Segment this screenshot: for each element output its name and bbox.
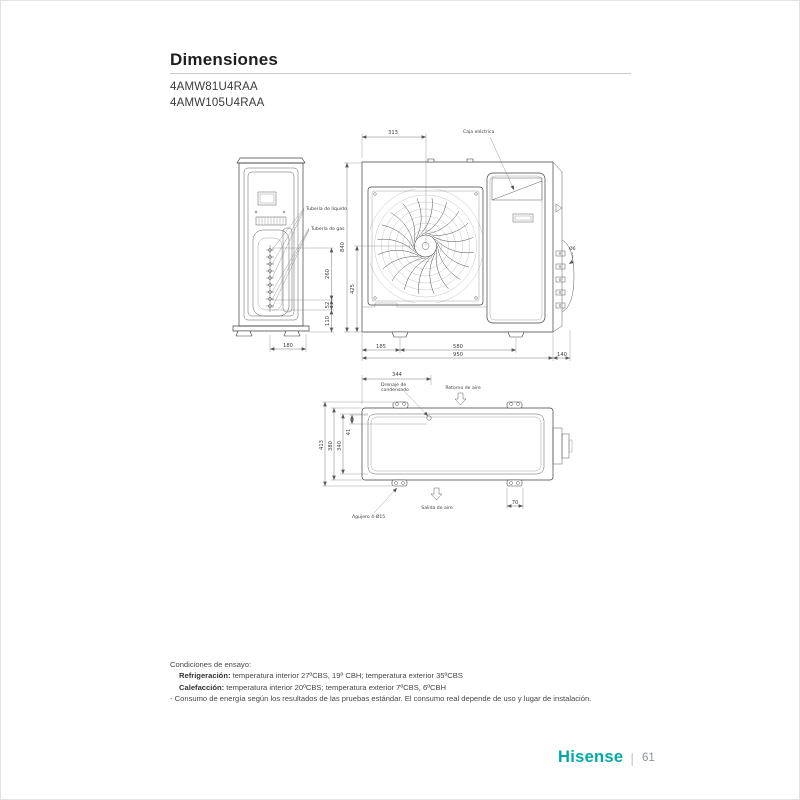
side-view: [233, 158, 347, 352]
side-dimensions: [270, 248, 334, 352]
label-liquid-pipe: Tubería de líquido: [306, 207, 347, 212]
dim-185: 185: [376, 344, 386, 350]
label-drain-line1: Drenaje de: [381, 383, 407, 388]
dim-260: 260: [325, 269, 331, 279]
heating-label: Calefacción:: [179, 682, 225, 692]
air-outlet-arrow-icon: [431, 488, 442, 500]
dim-52: 52: [325, 301, 331, 309]
top-view-feet: [392, 402, 522, 486]
dim-425: 425: [350, 284, 356, 294]
model-number-2: 4AMW105U4RAA: [170, 97, 265, 109]
model-number-1: 4AMW81U4RAA: [170, 81, 258, 93]
top-view-left-dimensions: [319, 402, 427, 486]
dim-840: 840: [340, 242, 346, 252]
top-view: [319, 372, 572, 520]
dim-340: 340: [337, 441, 343, 451]
page-title: Dimensiones: [170, 50, 279, 69]
refrigeration-line: [170, 670, 591, 681]
top-view-bracket: [553, 428, 572, 464]
dim-41: 41: [346, 428, 352, 436]
right-side-bracket: [553, 162, 576, 332]
label-drain-line2: condensado: [381, 388, 409, 393]
dim-180: 180: [283, 343, 293, 349]
heating-line: [170, 682, 591, 693]
label-air-return: Retorno de aire: [445, 386, 481, 391]
front-view: [340, 128, 576, 361]
front-left-dimensions: [340, 163, 417, 332]
dim-313: 313: [388, 130, 398, 136]
dim-413: 413: [319, 440, 325, 450]
dim-580: 580: [453, 344, 463, 350]
footer-brand: [558, 748, 655, 767]
dim-140: 140: [557, 352, 567, 358]
label-air-outlet: Salida de aire: [421, 506, 453, 511]
electrical-panel: [487, 173, 545, 323]
conditions-title: Condiciones de ensayo:: [170, 660, 252, 669]
label-gas-pipe: Tubería de gas: [311, 227, 345, 232]
top-view-bottom-labels: [352, 488, 523, 520]
dim-950: 950: [453, 352, 463, 358]
dim-110: 110: [325, 316, 331, 326]
refrigeration-label: Refrigeración:: [179, 671, 231, 681]
dim-380: 380: [328, 441, 334, 451]
refrigeration-text: temperatura interior 27ºCBS, 19º CBH; temperatura exterior 35ºCBS: [230, 671, 463, 681]
dim-70: 70: [511, 500, 519, 506]
footer-separator: |: [630, 749, 635, 766]
dim-valve-diameter: Ø6: [569, 247, 576, 252]
pipe-leader-lines: [272, 208, 309, 308]
label-mounting-hole: Agujero 4-Ø15: [352, 515, 386, 520]
consumption-note: - Consumo de energía según los resultados de las pruebas estándar. El consumo real depende de uso y lugar de instalación.: [170, 694, 592, 704]
top-view-top-dimensions: [362, 372, 481, 416]
dim-344: 344: [392, 372, 402, 378]
page-number: 61: [642, 751, 655, 764]
label-electrical-box: Caja eléctrica: [463, 130, 495, 135]
hisense-logo: Hisense: [558, 748, 624, 766]
heating-text: temperatura interior 20ºCBS; temperatura exterior 7ºCBS, 6ºCBH: [224, 682, 447, 692]
air-return-arrow-icon: [455, 393, 466, 405]
test-conditions: [170, 659, 591, 705]
